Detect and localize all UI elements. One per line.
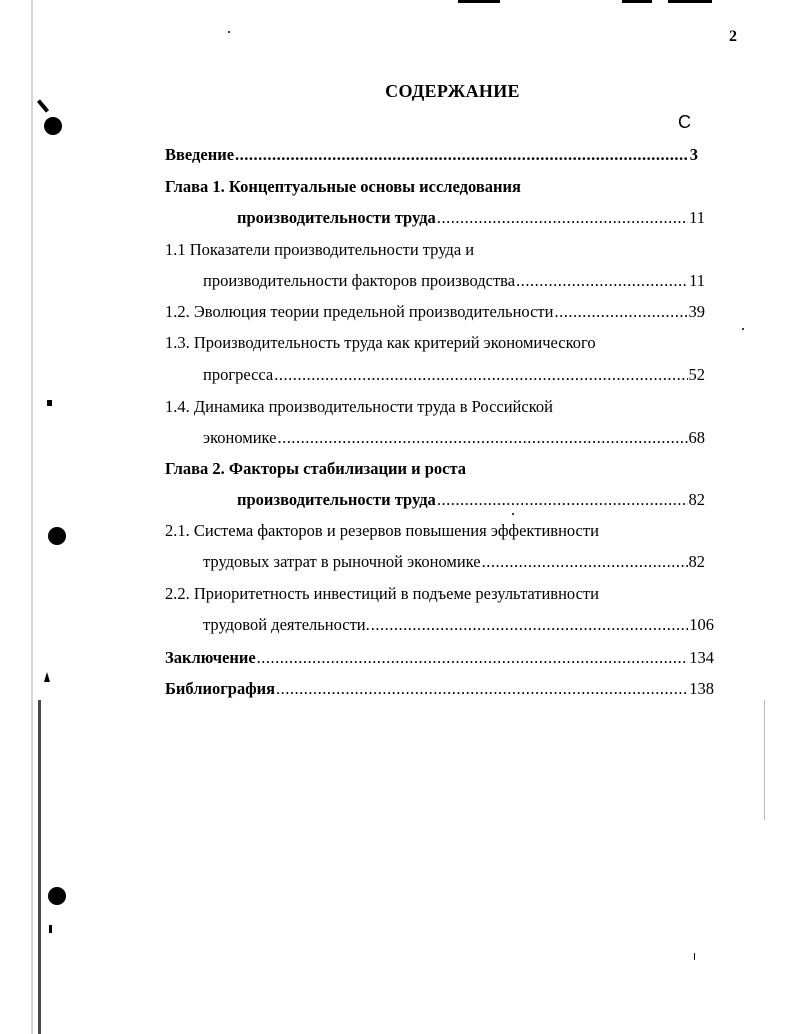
- toc-entry-chapter-1: Глава 1. Концептуальные основы исследования: [165, 177, 521, 196]
- scan-top-mark: [458, 0, 500, 3]
- scan-left-edge: [31, 0, 33, 1034]
- scan-mark: [47, 400, 52, 406]
- toc-entry-2-2-cont: трудовой деятельности. ..... 106: [203, 615, 714, 635]
- toc-entry-conclusion: Заключение ..... 134: [165, 648, 714, 668]
- scan-speck: [228, 31, 230, 33]
- scan-mark: [49, 925, 52, 933]
- toc-entry-chapter-2-cont: производительности труда ..... 82: [237, 490, 705, 510]
- toc-entry-2-2: 2.2. Приоритетность инвестиций в подъеме результативности: [165, 584, 599, 603]
- toc-entry-1-4-cont: экономике ..... 68: [203, 428, 705, 448]
- toc-entry-1-2: 1.2. Эволюция теории предельной производительности ..... 39: [165, 302, 705, 322]
- toc-entry-2-1: 2.1. Система факторов и резервов повышения эффективности: [165, 521, 599, 540]
- scan-speck: [694, 953, 695, 960]
- scan-speck: [742, 328, 744, 330]
- scan-binding-line: [38, 700, 41, 1034]
- toc-entry-1-3: 1.3. Производительность труда как критерий экономического: [165, 333, 596, 352]
- scan-mark: [44, 672, 50, 682]
- punch-hole: [48, 887, 66, 905]
- page-title: СОДЕРЖАНИЕ: [385, 81, 520, 101]
- toc-entry-1-1-cont: производительности факторов производства ..... 11: [203, 271, 705, 291]
- toc-entry-1-4: 1.4. Динамика производительности труда в Российской: [165, 397, 553, 416]
- toc-entry-chapter-2: Глава 2. Факторы стабилизации и роста: [165, 459, 467, 478]
- page-column-header: С: [678, 112, 691, 132]
- scan-top-mark: [622, 0, 652, 3]
- punch-hole: [48, 527, 66, 545]
- toc-entry-1-1: 1.1 Показатели производительности труда и: [165, 240, 475, 259]
- page-number: 2: [729, 28, 737, 45]
- toc-entry-2-1-cont: трудовых затрат в рыночной экономике ..... 82: [203, 552, 705, 572]
- toc-entry-intro: Введение ..... 3: [165, 145, 698, 165]
- scan-faint-line: [764, 700, 765, 820]
- toc-entry-1-3-cont: прогресса ..... 52: [203, 365, 705, 385]
- scan-speck: [512, 513, 514, 515]
- scan-top-mark: [668, 0, 712, 3]
- punch-hole: [44, 117, 62, 135]
- toc-entry-bibliography: Библиография ..... 138: [165, 679, 714, 699]
- toc-entry-chapter-1-cont: производительности труда ..... 11: [237, 208, 705, 228]
